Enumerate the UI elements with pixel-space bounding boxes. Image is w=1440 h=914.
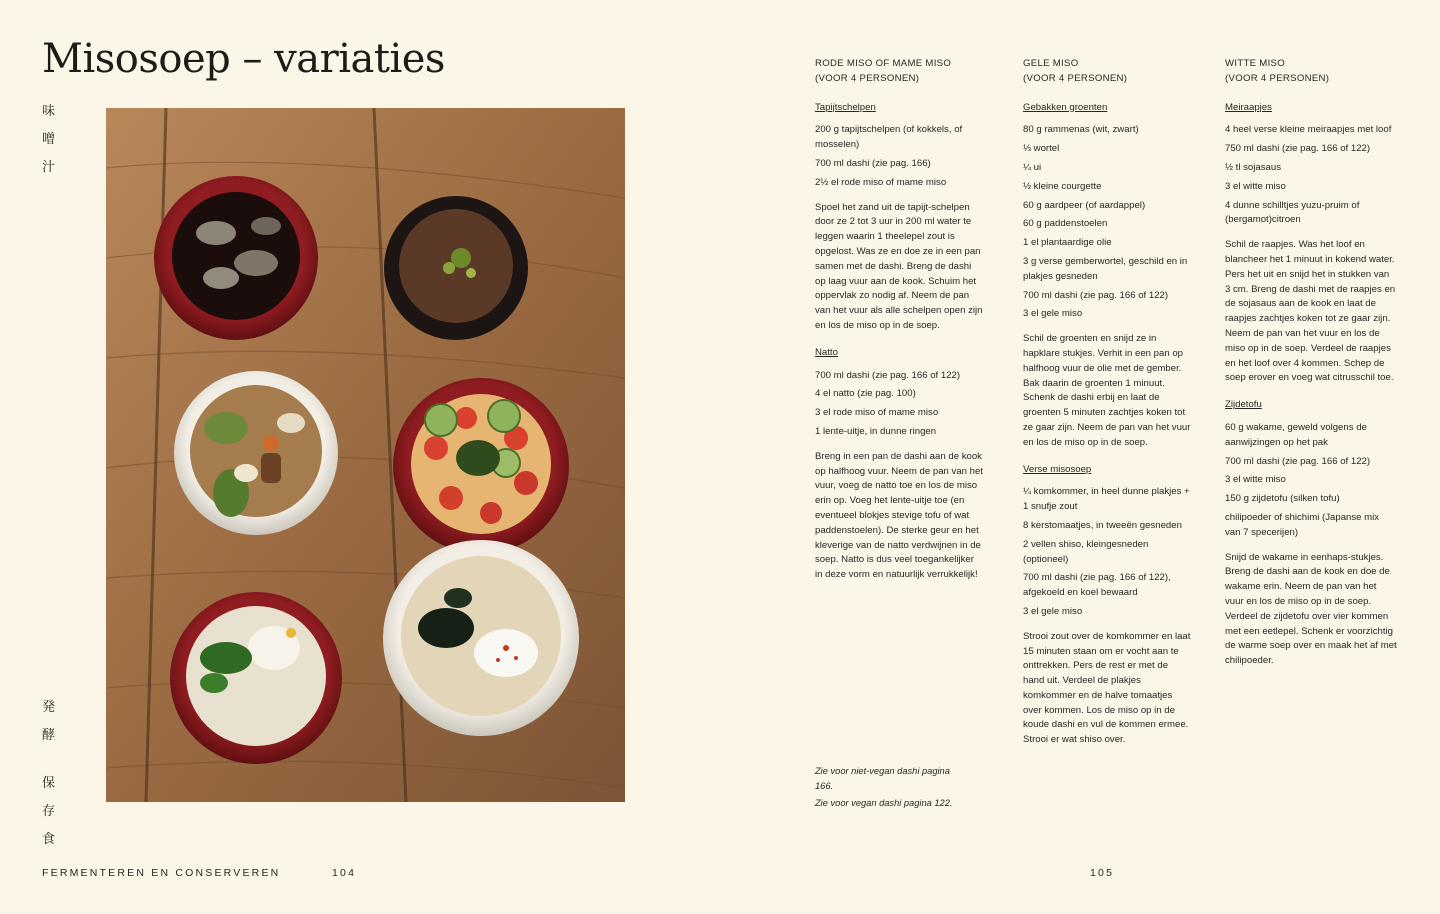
bowl-natto (384, 196, 528, 340)
recipe-method: Snijd de wakame in eenhaps-stukjes. Breng de dashi aan de kook en doe de wakame erin. Neem de pan van het vuur en los de miso op in de soep. Verdeel de zijdetofu over vier kommen met een eetlepel. Schenk er voorzichtig de warme soep over en maak het af met chilipoeder. (1225, 551, 1397, 667)
page-title: Misosoep – variaties (42, 36, 445, 82)
recipe-method: Schil de raapjes. Was het loof en blancheer het 1 minuut in kokend water. Pers het uit en snijd het in stukken van 3 cm. Breng de dashi met de raapjes en de sojasaus aan de kook en laat de raapjes zachtjes koken tot ze gaar zijn. Neem de pan van het vuur en los de miso op in de soep. Verdeel de raapjes en het loof over 4 kommen. Schep de soep erover en voeg wat citrusschil toe. (1225, 239, 1396, 384)
ingredient: 4 el natto (zie pag. 100) (815, 388, 916, 400)
ingredient: 700 ml dashi (zie pag. 166 of 122) (1023, 289, 1169, 301)
dashi-note-nonvegan: Zie voor niet-vegan dashi pagina 166. (815, 766, 950, 791)
recipe-title: Tapijtschelpen (815, 101, 876, 113)
kanji-char: 存 (42, 804, 56, 819)
miso-bowls-photo (106, 108, 625, 802)
recipe-method: Breng in een pan de dashi aan de kook op halfhoog vuur. Neem de pan van het vuur, voeg de natto toe en los de miso erin op. Voeg het lente-uitje toe (en eventueel blokjes stevige tofu of wat paddenstoelen). De sterke geur en het kleverige van de natto verdwijnen in de soep. Natto is dus veel toegankelijker in deze vorm en natuurlijk verrukkelijk! (815, 450, 984, 581)
dashi-note-vegan: Zie voor vegan dashi pagina 122. (815, 798, 953, 808)
ingredient: 700 ml dashi (zie pag. 166 of 122) (815, 369, 961, 381)
ingredient: 2 vellen shiso, kleingesneden (optioneel) (1023, 538, 1149, 565)
kanji-vertical-bottom (42, 694, 55, 854)
bowl-vegetables (174, 371, 338, 535)
column-witte-miso (1225, 57, 1397, 677)
ingredient: ⅓ wortel (1023, 143, 1060, 155)
bowl-tofu-wakame (383, 540, 579, 736)
ingredient: 700 ml dashi (zie pag. 166 of 122), afgekoeld en koel bewaard (1023, 572, 1171, 599)
kanji-char: 味 (42, 104, 56, 119)
ingredient: 3 el gele miso (1023, 308, 1083, 320)
page-number-right: 105 (1090, 867, 1115, 879)
recipe-method: Schil de groenten en snijd ze in hapklare stukjes. Verhit in een pan op halfhoog vuur de olie met de gember. Bak daarin de groenten 1 minuut. Schenk de dashi erbij en laat de groenten 5 minuten zachtjes koken tot ze gaar zijn. Neem de pan van het vuur en los de miso op in de soep. (1023, 333, 1191, 448)
bowl-turnip (170, 592, 342, 764)
ingredient: chilipoeder of shichimi (Japanse mix van 7 specerijen) (1225, 511, 1380, 538)
recipe-title: Verse misosoep (1023, 463, 1092, 475)
ingredient: 3 g verse gemberwortel, geschild en in plakjes gesneden (1023, 255, 1188, 282)
ingredient: 3 el witte miso (1225, 180, 1286, 192)
bowl-tomato-cucumber (393, 378, 569, 554)
ingredient: 4 heel verse kleine meiraapjes met loof (1225, 124, 1392, 136)
recipe-method: Spoel het zand uit de tapijt-schelpen door ze 2 tot 3 uur in 200 ml water te leggen waarin 1 theelepel zout is opgelost. Was ze en doe ze in een pan samen met de dashi. Breng de dashi op laag vuur aan de kook. Schuim het oppervlak zo nodig af. Neem de pan van het vuur als alle schelpen open zijn en los de miso op in de soep. (815, 201, 983, 331)
ingredient: 1 lente-uitje, in dunne ringen (815, 425, 937, 437)
ingredient: 4 dunne schilltjes yuzu-pruim of (bergamot)citroen (1225, 199, 1360, 226)
recipe-title: Gebakken groenten (1023, 101, 1108, 113)
ingredient: 150 g zijdetofu (silken tofu) (1225, 493, 1340, 505)
ingredient: 60 g paddenstoelen (1023, 218, 1108, 230)
column-heading: WITTE MISO (VOOR 4 PERSONEN) (1225, 58, 1330, 84)
ingredient: ¼ ui (1023, 161, 1042, 173)
recipe-title: Meiraapjes (1225, 101, 1272, 113)
footer-section: FERMENTEREN EN CONSERVEREN (42, 867, 281, 879)
page-number-left: 104 (332, 867, 357, 879)
column-heading: RODE MISO OF MAME MISO (VOOR 4 PERSONEN) (815, 58, 952, 84)
ingredient: 750 ml dashi (zie pag. 166 of 122) (1225, 143, 1371, 155)
ingredient: 700 ml dashi (zie pag. 166 of 122) (1225, 455, 1371, 467)
column-rode-miso (815, 57, 983, 591)
ingredient: 3 el rode miso of mame miso (815, 407, 939, 419)
ingredient: 2½ el rode miso of mame miso (815, 176, 947, 188)
column-gele-miso (1023, 57, 1191, 756)
recipe-method: Strooi zout over de komkommer en laat 15 minuten staan om er vocht aan te onttrekken. Pers de rest er met de hand uit. Verdeel de plakjes komkommer en de halve tomaatjes over kommen. Los de miso op in de koude dashi en vul de kommen ermee. Strooi er wat shiso over. (1023, 630, 1191, 746)
ingredient: 60 g wakame, geweld volgens de aanwijzingen op het pak (1225, 421, 1367, 448)
kanji-char: 保 (42, 776, 56, 791)
recipe-title: Natto (815, 346, 838, 358)
ingredient: 8 kerstomaatjes, in tweeën gesneden (1023, 519, 1182, 531)
bowl-clams (154, 176, 318, 340)
kanji-char: 酵 (42, 728, 56, 743)
photo-illustration (106, 108, 625, 802)
kanji-char: 発 (42, 700, 56, 715)
ingredient: 3 el witte miso (1225, 474, 1286, 486)
ingredient: 60 g aardpeer (of aardappel) (1023, 199, 1146, 211)
ingredient: 700 ml dashi (zie pag. 166) (815, 157, 931, 169)
ingredient: 1 el plantaardige olie (1023, 237, 1112, 249)
kanji-char: 噌 (42, 132, 56, 147)
ingredient: 3 el gele miso (1023, 605, 1083, 617)
ingredient: ½ tl sojasaus (1225, 161, 1281, 173)
kanji-char: 食 (42, 832, 56, 847)
ingredient: ¼ komkommer, in heel dunne plakjes + 1 snufje zout (1023, 486, 1190, 513)
recipe-title: Zijdetofu (1225, 399, 1262, 411)
column-heading: GELE MISO (VOOR 4 PERSONEN) (1023, 58, 1128, 84)
kanji-char: 汁 (42, 160, 56, 175)
ingredient: ½ kleine courgette (1023, 180, 1102, 192)
ingredient: 80 g rammenas (wit, zwart) (1023, 124, 1139, 136)
kanji-vertical-top (42, 98, 55, 182)
ingredient: 200 g tapijtschelpen (of kokkels, of mosselen) (815, 124, 963, 151)
